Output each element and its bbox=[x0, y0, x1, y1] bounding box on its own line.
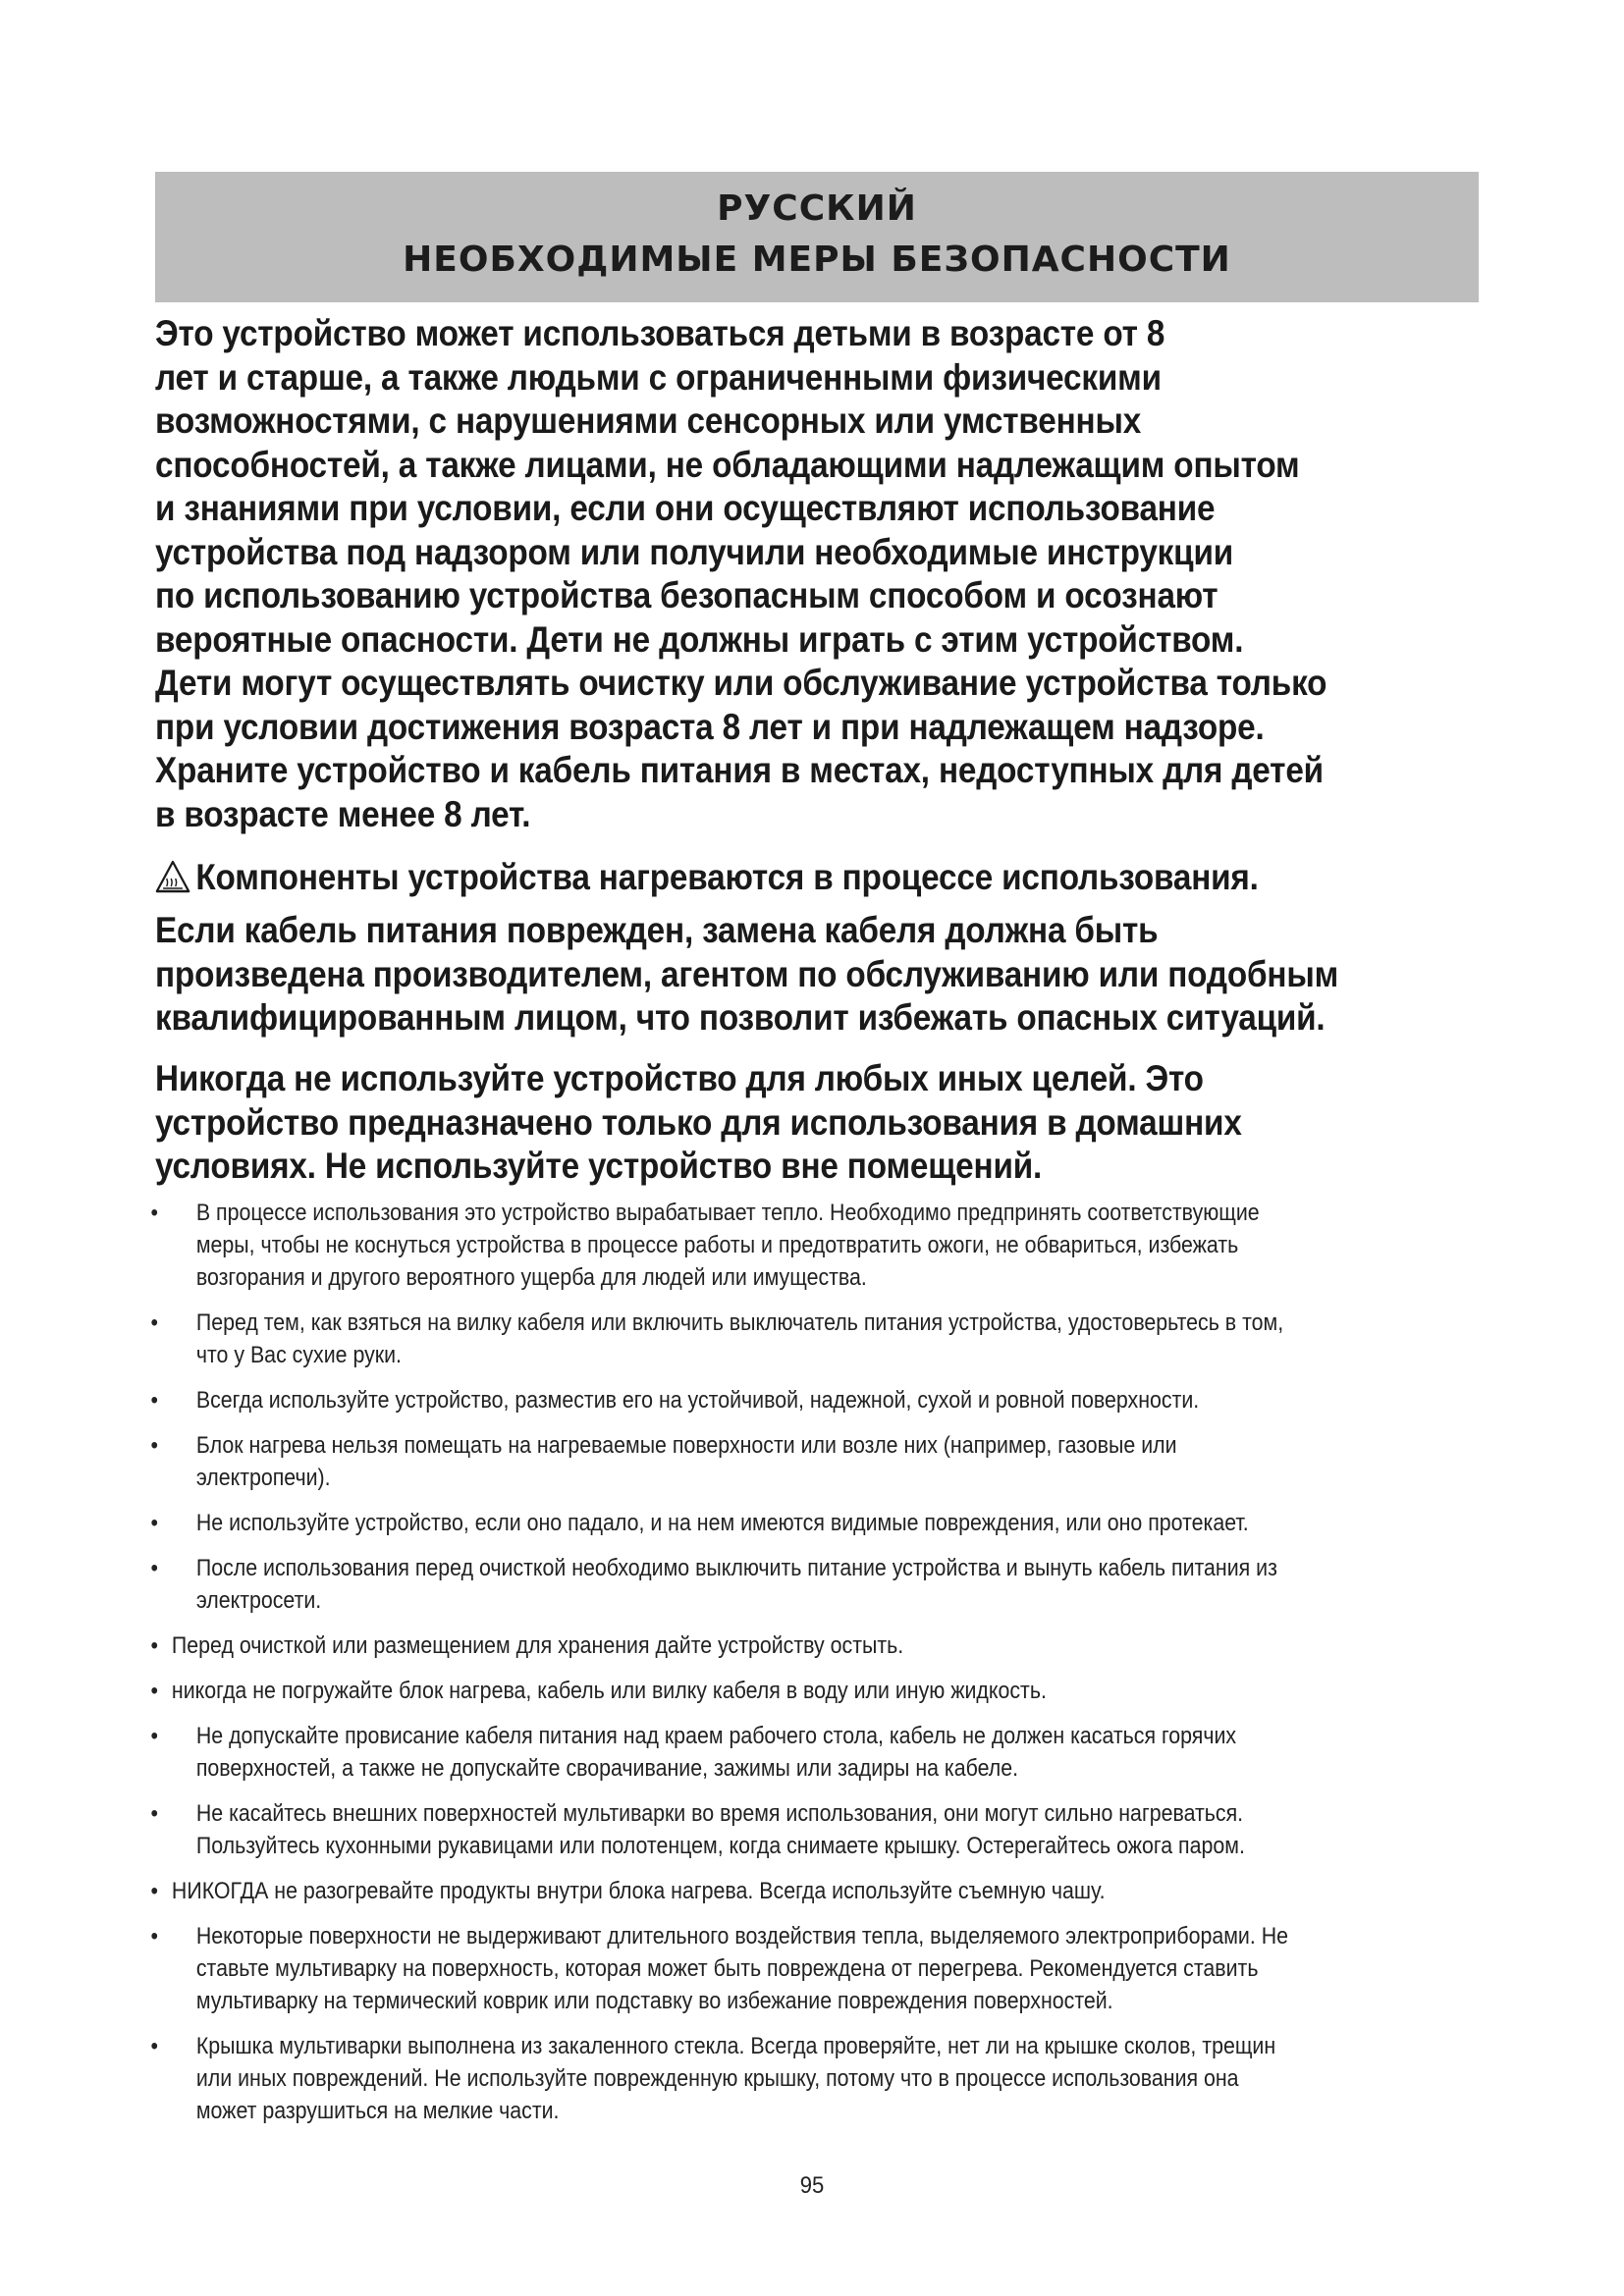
children-usage-paragraph: Это устройство может использоваться детьми в возрасте от 8 лет и старше, а также людьми с ограниченными физическими возможностями, с нарушениями сенсорных или умственных способностей, а также лицами, не обладающими надлежащим опытом и знаниями при условии, если они осуществляют использование устройства под надзором или получили необходимые инструкции по использованию устройства безопасным способом и осознают вероятные опасности. Дети не должны играть с этим устройством. Дети могут осуществлять очистку или обслуживание устройства только при условии достижения возраста 8 лет и при надлежащем надзоре. Храните устройство и кабель питания в местах, недоступных для детей в возрасте менее 8 лет. bbox=[155, 313, 1327, 834]
page-number: 95 bbox=[799, 2172, 825, 2199]
list-item: • Не допускайте провисание кабеля питания над краем рабочего стола, кабель не должен касаться горячих поверхностей, а также не допускайте сворачивание, зажимы или задиры на кабеле. bbox=[150, 1723, 1237, 1782]
list-item: • НИКОГДА не разогревайте продукты внутри блока нагрева. Всегда используйте съемную чашу. bbox=[150, 1878, 1106, 1904]
list-item: • Не касайтесь внешних поверхностей мультиварки во время использования, они могут сильно нагреваться. Пользуйтесь кухонными рукавицами или полотенцем, когда снимаете крышку. Остерегайтесь ожога паром. bbox=[150, 1800, 1245, 1859]
list-item: • В процессе использования это устройство вырабатывает тепло. Необходимо предпринять соответствующие меры, чтобы не коснуться устройства в процессе работы и предотвратить ожоги, не обвариться, избежать возгорания и другого вероятного ущерба для людей или имущества. bbox=[150, 1200, 1260, 1291]
list-item: • Всегда используйте устройство, разместив его на устойчивой, надежной, сухой и ровной поверхности. bbox=[150, 1387, 1200, 1414]
list-item: • Перед тем, как взяться на вилку кабеля или включить выключатель питания устройства, удостоверьтесь в том, что у Вас сухие руки. bbox=[150, 1309, 1284, 1368]
list-item: • Некоторые поверхности не выдерживают длительного воздействия тепла, выделяемого электроприборами. Не ставьте мультиварку на поверхность, которая может быть повреждена от перегрева. Рекомендуется ставить мультиварку на термический коврик или подставку во избежание повреждения поверхностей. bbox=[150, 1923, 1289, 2014]
page-title: НЕОБХОДИМЫЕ МЕРЫ БЕЗОПАСНОСТИ bbox=[403, 240, 1231, 280]
language-heading: РУССКИЙ bbox=[717, 188, 917, 229]
hot-surface-warning-icon bbox=[155, 860, 190, 893]
list-item: • После использования перед очисткой необходимо выключить питание устройства и вынуть кабель питания из электросети. bbox=[150, 1555, 1277, 1614]
list-item: • никогда не погружайте блок нагрева, кабель или вилку кабеля в воду или иную жидкость. bbox=[150, 1678, 1047, 1704]
list-item: • Перед очисткой или размещением для хранения дайте устройству остыть. bbox=[150, 1632, 904, 1659]
household-use-paragraph: Никогда не используйте устройство для любых иных целей. Это устройство предназначено только для использования в домашних условиях. Не используйте устройство вне помещений. bbox=[155, 1058, 1242, 1186]
hot-surface-warning: Компоненты устройства нагреваются в процессе использования. bbox=[155, 856, 1489, 900]
section-header bbox=[155, 172, 1479, 302]
list-item: • Крышка мультиварки выполнена из закаленного стекла. Всегда проверяйте, нет ли на крышке сколов, трещин или иных повреждений. Не используйте поврежденную крышку, потому что в процессе использования она может разрушиться на мелкие части. bbox=[150, 2033, 1276, 2124]
damaged-cable-paragraph: Если кабель питания поврежден, замена кабеля должна быть произведена производителем, агентом по обслуживанию или подобным квалифицированным лицом, что позволит избежать опасных ситуаций. bbox=[155, 910, 1339, 1038]
safety-bullet-list bbox=[147, 1197, 1406, 2140]
list-item: • Блок нагрева нельзя помещать на нагреваемые поверхности или возле них (например, газовые или электропечи). bbox=[150, 1432, 1177, 1491]
list-item: • Не используйте устройство, если оно падало, и на нем имеются видимые повреждения, или оно протекает. bbox=[150, 1510, 1249, 1536]
